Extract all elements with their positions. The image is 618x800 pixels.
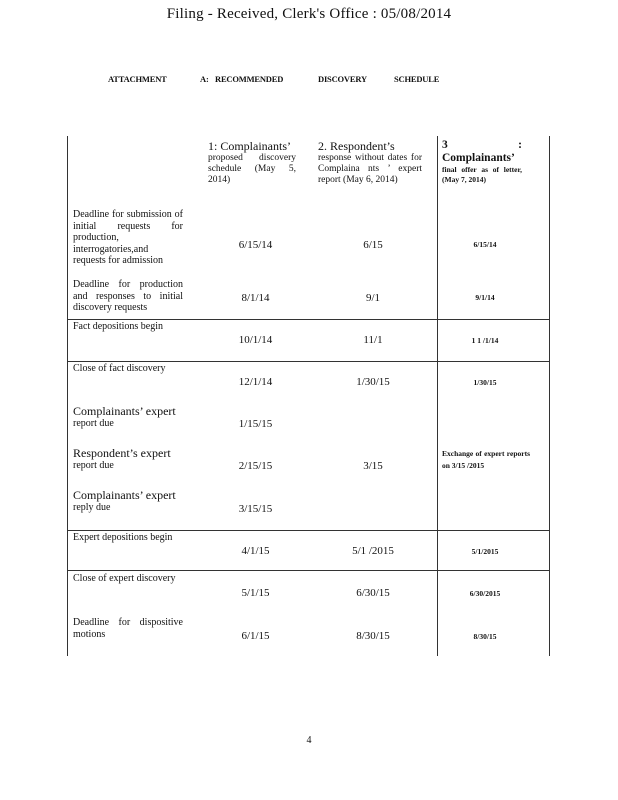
row-divider — [67, 319, 550, 320]
row-5-col-1: 1/15/15 — [238, 418, 273, 430]
row-8-col-2: 5/1 /2015 — [352, 545, 394, 557]
row-9-col-3: 6/30/2015 — [469, 589, 501, 598]
row-label-close-fact-discovery: Close of fact discovery — [73, 363, 166, 374]
row-7-label-main: Complainants’ expert — [73, 488, 176, 502]
row-label-initial-requests: Deadline for submission of initial requests for production, interrogatories,and requests for admission — [73, 209, 183, 266]
row-label-dispositive-motions: Deadline for dispositive motions — [73, 617, 183, 640]
row-5-label-main: Complainants’ expert — [73, 404, 176, 418]
row-4-col-2: 1/30/15 — [356, 376, 390, 388]
attachment-label: ATTACHMENT — [108, 74, 167, 84]
row-10-col-1: 6/1/15 — [241, 630, 270, 642]
row-divider — [67, 530, 550, 531]
row-label-production-responses: Deadline for production and responses to initial discovery requests — [73, 279, 183, 313]
row-divider — [67, 361, 550, 362]
row-7-col-1: 3/15/15 — [238, 503, 273, 515]
row-6-col-2: 3/15 — [363, 460, 383, 472]
row-4-col-3: 1/30/15 — [473, 378, 497, 387]
row-2-col-2: 9/1 — [365, 292, 381, 304]
table-right-border — [549, 136, 550, 656]
row-label-complainants-expert-report — [73, 404, 203, 430]
row-label-expert-depositions: Expert depositions begin — [73, 532, 173, 543]
row-1-col-3: 6/15/14 — [473, 240, 497, 249]
page-number: 4 — [306, 735, 312, 746]
column-header-3 — [442, 139, 522, 185]
row-label-close-expert-discovery: Close of expert discovery — [73, 573, 176, 584]
attachment-letter: A: — [200, 74, 209, 84]
row-7-label-sub: reply due — [73, 502, 111, 513]
row-2-col-3: 9/1/14 — [475, 293, 495, 302]
table-left-border — [67, 136, 68, 656]
attachment-word-discovery: DISCOVERY — [318, 74, 367, 84]
column-header-1 — [208, 140, 296, 186]
row-divider — [67, 570, 550, 571]
column-3-desc: final offer as of letter, (May 7, 2014) — [442, 165, 522, 184]
row-3-col-1: 10/1/14 — [238, 334, 273, 346]
column-1-title: 1: Complainants’ — [208, 139, 291, 153]
row-6-col-1: 2/15/15 — [238, 460, 273, 472]
row-8-col-3: 5/1/2015 — [471, 547, 499, 556]
column-header-2 — [318, 140, 422, 186]
row-10-col-3: 8/30/15 — [473, 632, 497, 641]
row-label-fact-depositions: Fact depositions begin — [73, 321, 163, 332]
column-1-desc: proposed discovery schedule (May 5, 2014) — [208, 153, 296, 185]
row-label-complainants-expert-reply — [73, 488, 203, 514]
table-col3-border — [437, 136, 438, 656]
row-5-label-sub: report due — [73, 418, 114, 429]
exchange-expert-reports-note: Exchange of expert reports on 3/15 /2015 — [442, 449, 530, 470]
row-1-col-2: 6/15 — [363, 239, 383, 251]
row-3-col-3: 1 1 /1/14 — [471, 336, 499, 345]
attachment-word-schedule: SCHEDULE — [394, 74, 440, 84]
row-9-col-2: 6/30/15 — [356, 587, 390, 599]
row-4-col-1: 12/1/14 — [238, 376, 273, 388]
row-3-col-2: 11/1 — [363, 334, 383, 346]
row-9-col-1: 5/1/15 — [241, 587, 270, 599]
row-label-respondent-expert-report — [73, 446, 203, 472]
row-8-col-1: 4/1/15 — [241, 545, 270, 557]
row-6-label-main: Respondent’s expert — [73, 446, 171, 460]
attachment-word-recommended: RECOMMENDED — [215, 74, 284, 84]
filing-stamp: Filing - Received, Clerk's Office : 05/08/2014 — [166, 6, 452, 22]
row-2-col-1: 8/1/14 — [241, 292, 270, 304]
column-2-desc: response without dates for Complaina nts ’ expert report (May 6, 2014) — [318, 153, 422, 185]
row-6-label-sub: report due — [73, 460, 114, 471]
row-10-col-2: 8/30/15 — [356, 630, 390, 642]
column-3-title: 3 : Complainants’ — [442, 139, 522, 164]
row-1-col-1: 6/15/14 — [238, 239, 273, 251]
column-2-title: 2. Respondent’s — [318, 139, 395, 153]
